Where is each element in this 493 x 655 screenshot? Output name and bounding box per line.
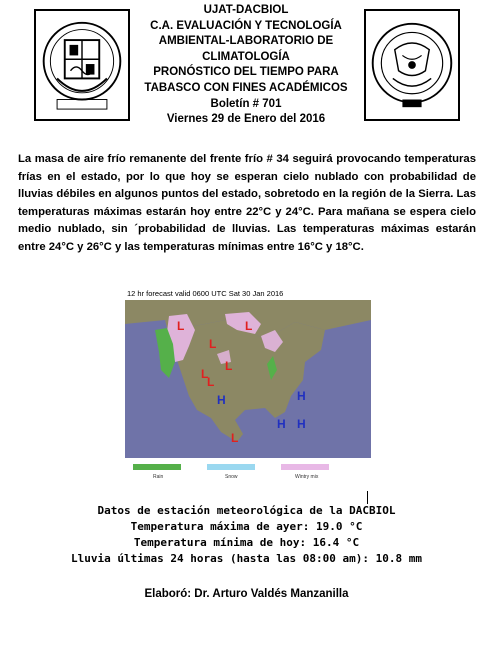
legend-label-rain: Rain bbox=[153, 474, 164, 480]
author-line: Elaboró: Dr. Arturo Valdés Manzanilla bbox=[144, 588, 349, 600]
header-line: CLIMATOLOGÍA bbox=[202, 50, 290, 63]
forecast-paragraph: La masa de aire frío remanente del frente frío # 34 seguirá provocando temperaturas frías en el estado, por lo que hoy se esperan cielo nublado con probabilidad de lluvias débiles en algunos puntos del estado, sobretodo en la región de la Sierra. Las temperaturas máximas estarán hoy entre 22°C y 24°C. Para mañana se espera cielo medio nublado, sin ´probabilidad de lluvias. Las temperaturas máximas estarán entre 24°C y 26°C y las temperaturas mínimas entre 16°C y 18°C. bbox=[18, 153, 476, 253]
dacbiol-seal-icon bbox=[366, 11, 458, 119]
snow-legend-bar bbox=[207, 464, 255, 470]
min-temp-line: Temperatura mínima de hoy: 16.4 °C bbox=[133, 536, 360, 549]
ujat-seal-icon bbox=[36, 11, 128, 119]
low-pressure-label: L bbox=[207, 375, 215, 389]
header-line: C.A. EVALUACIÓN Y TECNOLOGÍA bbox=[150, 19, 342, 32]
high-pressure-label: H bbox=[297, 417, 306, 431]
ujat-logo bbox=[34, 9, 130, 121]
low-pressure-label: L bbox=[245, 319, 253, 333]
station-data bbox=[0, 503, 493, 567]
dacbiol-logo bbox=[364, 9, 460, 121]
bulletin-header bbox=[130, 3, 362, 128]
header-line: TABASCO CON FINES ACADÉMICOS bbox=[144, 81, 348, 94]
wintry-legend-bar bbox=[281, 464, 329, 470]
map-caption: 12 hr forecast valid 0600 UTC Sat 30 Jan 2016 bbox=[127, 289, 284, 298]
low-pressure-label: L bbox=[177, 319, 185, 333]
high-pressure-label: H bbox=[297, 389, 306, 403]
low-pressure-label: L bbox=[201, 367, 209, 381]
high-pressure-label: H bbox=[277, 417, 286, 431]
high-pressure-label: H bbox=[217, 393, 226, 407]
rain-legend-bar bbox=[133, 464, 181, 470]
legend-label-wintry: Wintry mix bbox=[295, 474, 319, 480]
max-temp-line: Temperatura máxima de ayer: 19.0 °C bbox=[130, 520, 363, 533]
forecast-map bbox=[118, 287, 374, 484]
bulletin-number: Boletín # 701 bbox=[210, 97, 282, 110]
bulletin-date: Viernes 29 de Enero del 2016 bbox=[166, 113, 326, 126]
legend-label-snow: Snow bbox=[225, 474, 238, 480]
header-line: PRONÓSTICO DEL TIEMPO PARA bbox=[153, 66, 339, 79]
header-line: UJAT-DACBIOL bbox=[203, 4, 289, 16]
rain-line: Lluvia últimas 24 horas (hasta las 08:00 am): 10.8 mm bbox=[71, 552, 422, 565]
forecast-map-image bbox=[125, 300, 371, 482]
header-line: AMBIENTAL-LABORATORIO DE bbox=[158, 35, 334, 48]
low-pressure-label: L bbox=[209, 337, 217, 351]
station-title: Datos de estación meteorológica de la DACBIOL bbox=[97, 504, 396, 517]
low-pressure-label: L bbox=[231, 431, 239, 445]
low-pressure-label: L bbox=[225, 359, 233, 373]
